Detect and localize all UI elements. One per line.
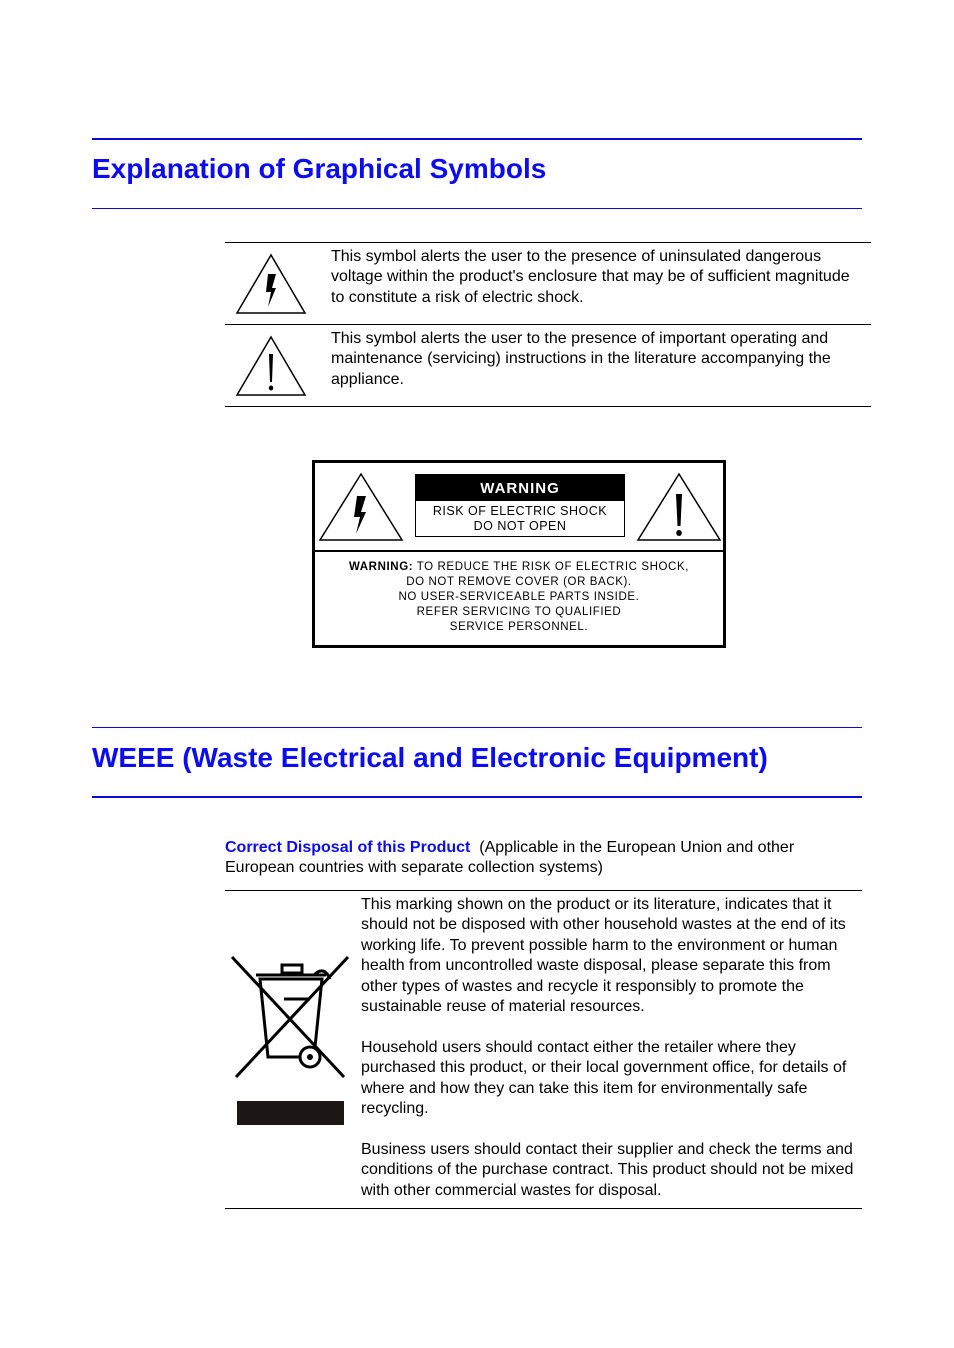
- symbols-table: [225, 242, 871, 407]
- weee-paragraph: Business users should contact their supplier and check the terms and conditions of the purchase contract. This product should not be mixed with other commercial wastes for disposal.: [361, 1140, 854, 1199]
- warning-sign: [415, 474, 625, 537]
- exclamation-triangle-icon: [225, 325, 317, 406]
- weee-description: [361, 895, 861, 1201]
- title-underline: [92, 796, 862, 798]
- weee-intro-lead: Correct Disposal of this Product: [225, 839, 471, 856]
- lightning-triangle-icon: [225, 243, 317, 324]
- title-underline: [92, 208, 862, 209]
- weee-table: [225, 890, 862, 1209]
- crossed-out-wheelie-bin-icon: [230, 953, 352, 1133]
- warning-label: [312, 460, 726, 648]
- symbol-row: [225, 243, 871, 325]
- warning-heading: WARNING: [416, 475, 624, 501]
- warning-instructions: WARNING: TO REDUCE THE RISK OF ELECTRIC SHOCK, DO NOT REMOVE COVER (OR BACK). NO USER-SERVICEABLE PARTS INSIDE. REFER SERVICING TO QUALIFIED SERVICE PERSONNEL.: [348, 561, 690, 633]
- weee-paragraph: Household users should contact either the retailer where they purchased this product, or their local government office, for details of where and how they can take this item for environmentally safe recycling.: [361, 1038, 847, 1118]
- symbol-description: This symbol alerts the user to the presence of important operating and maintenance (servicing) instructions in the literature accompanying the appliance.: [331, 330, 831, 388]
- top-rule: [92, 138, 862, 140]
- symbol-description: This symbol alerts the user to the presence of uninsulated dangerous voltage within the product's enclosure that may be of sufficient magnitude to constitute a risk of electric shock.: [331, 248, 850, 306]
- warning-risk-text: RISK OF ELECTRIC SHOCK DO NOT OPEN: [432, 504, 608, 533]
- weee-intro-text: (Applicable in the European Union and other European countries with separate collection systems): [225, 839, 799, 877]
- lightning-triangle-icon: [318, 472, 404, 542]
- section-title-symbols: Explanation of Graphical Symbols: [92, 153, 547, 184]
- weee-intro: [225, 838, 865, 879]
- warning-label-header: [315, 463, 723, 552]
- section-rule: [92, 727, 862, 728]
- section-title-weee: WEEE (Waste Electrical and Electronic Equipment): [92, 742, 768, 773]
- weee-paragraph: This marking shown on the product or its literature, indicates that it should not be disposed with other household wastes at the end of its working life. To prevent possible harm to the environment or human health from uncontrolled waste disposal, please separate this from other types of wastes and recycle it responsibly to promote the sustainable reuse of material resources.: [361, 896, 846, 1016]
- symbol-row: [225, 325, 871, 407]
- exclamation-triangle-icon: [636, 472, 722, 542]
